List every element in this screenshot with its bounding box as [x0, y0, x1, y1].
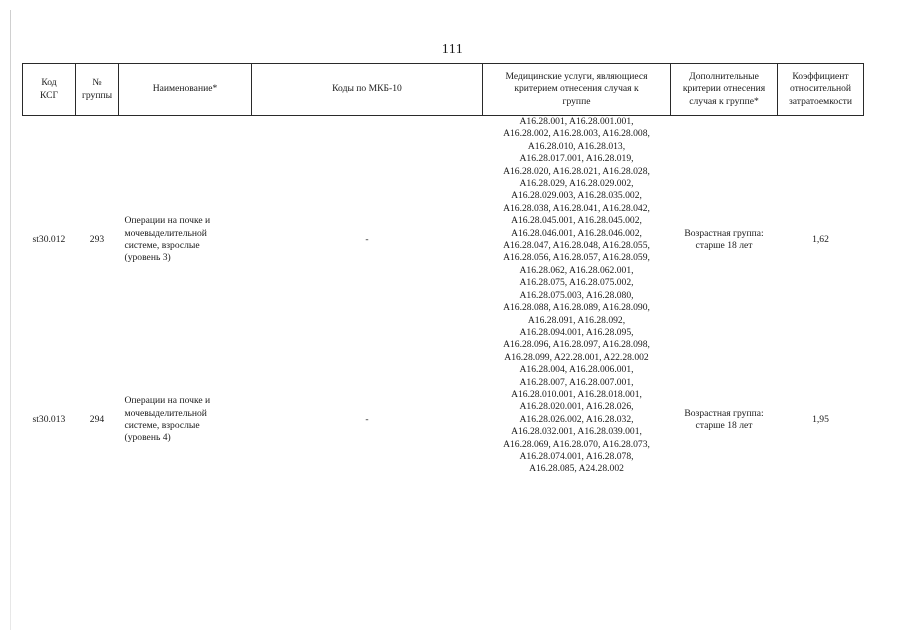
row-additional-criteria: [671, 116, 778, 365]
row-code: st30.012: [32, 233, 66, 245]
service-code-line: A16.28.091, A16.28.092,: [527, 314, 626, 326]
service-code-line: A16.28.004, A16.28.006.001,: [519, 364, 634, 376]
service-code-line: A16.28.020, A16.28.021, A16.28.028,: [503, 165, 650, 177]
header-services: [483, 64, 671, 116]
row-name-line: (уровень 4): [124, 432, 171, 444]
service-code-line: A16.28.017.001, A16.28.019,: [519, 153, 634, 165]
service-code-line: A16.28.094.001, A16.28.095,: [519, 326, 634, 338]
service-code-line: A16.28.032.001, A16.28.039.001,: [511, 426, 642, 438]
header-code: [23, 64, 76, 116]
row-code: st30.013: [32, 413, 66, 425]
header-group-no: [76, 64, 119, 116]
row-name-line: Операции на почке и: [124, 395, 211, 407]
row-additional-line: Возрастная группа:: [684, 407, 764, 419]
service-code-line: A16.28.001, A16.28.001.001,: [519, 116, 634, 127]
header-name: Наименование*: [119, 64, 252, 116]
row-coefficient: 1,95: [812, 413, 829, 425]
header-group-no-line: группы: [81, 89, 113, 101]
service-code-line: A16.28.088, A16.28.089, A16.28.090,: [503, 302, 650, 314]
service-code-line: A16.28.069, A16.28.070, A16.28.073,: [503, 438, 650, 450]
service-code-line: A16.28.075, A16.28.075.002,: [519, 277, 634, 289]
header-services-line: Медицинские услуги, являющиеся: [505, 70, 648, 82]
header-code-line: Код: [41, 77, 57, 89]
table-row: [23, 116, 864, 365]
row-name-line: Операции на почке и: [124, 215, 211, 227]
row-additional-line: старше 18 лет: [695, 419, 753, 431]
service-code-line: A16.28.099, A22.28.001, A22.28.002: [504, 351, 649, 363]
page-number: 111: [441, 42, 464, 57]
service-code-line: A16.28.056, A16.28.057, A16.28.059,: [503, 252, 650, 264]
service-code-line: A16.28.045.001, A16.28.045.002,: [511, 215, 642, 227]
ksg-table: [22, 63, 864, 476]
service-code-line: A16.28.074.001, A16.28.078,: [519, 450, 634, 462]
row-icd: -: [365, 413, 369, 425]
service-code-line: A16.28.075.003, A16.28.080,: [519, 289, 634, 301]
row-group-no: 293: [89, 233, 105, 245]
service-code-line: A16.28.029.003, A16.28.035.002,: [511, 190, 642, 202]
service-code-line: A16.28.020.001, A16.28.026,: [519, 401, 634, 413]
header-coefficient-line: относительной: [789, 83, 852, 95]
table-body: [23, 116, 864, 476]
service-code-line: A16.28.010, A16.28.013,: [527, 140, 626, 152]
service-code-line: A16.28.010.001, A16.28.018.001,: [511, 388, 642, 400]
header-services-line: критерием отнесения случая к: [514, 83, 639, 95]
header-additional-line: критерии отнесения: [682, 83, 766, 95]
row-services: [483, 116, 671, 365]
header-coefficient-line: затратоемкости: [788, 95, 853, 107]
row-name-line: мочевыделительной: [124, 227, 207, 239]
service-code-line: A16.28.047, A16.28.048, A16.28.055,: [503, 240, 650, 252]
row-name-line: системе, взрослые: [124, 419, 200, 431]
row-coefficient: 1,62: [812, 233, 829, 245]
service-code-line: A16.28.038, A16.28.041, A16.28.042,: [503, 202, 650, 214]
row-name: [119, 116, 252, 365]
row-additional-criteria: [671, 364, 778, 476]
header-additional-criteria: [671, 64, 778, 116]
service-code-line: A16.28.029, A16.28.029.002,: [519, 178, 634, 190]
table-header-row: [23, 64, 864, 116]
row-group-no: 294: [89, 413, 105, 425]
table-row: [23, 364, 864, 476]
row-name-line: мочевыделительной: [124, 407, 207, 419]
scan-edge-line: [10, 10, 11, 630]
row-additional-line: Возрастная группа:: [684, 227, 764, 239]
header-additional-line: случая к группе*: [689, 95, 759, 107]
row-services: [483, 364, 671, 476]
header-icd-codes: Коды по МКБ-10: [252, 64, 483, 116]
service-code-line: A16.28.007, A16.28.007.001,: [519, 376, 634, 388]
service-code-line: A16.28.096, A16.28.097, A16.28.098,: [503, 339, 650, 351]
row-additional-line: старше 18 лет: [695, 240, 753, 252]
service-code-line: A16.28.085, A24.28.002: [529, 463, 624, 475]
service-code-line: A16.28.062, A16.28.062.001,: [519, 264, 634, 276]
header-additional-line: Дополнительные: [689, 70, 759, 82]
header-code-line: КСГ: [39, 89, 59, 101]
row-name-line: системе, взрослые: [124, 240, 200, 252]
row-name: [119, 364, 252, 476]
service-code-line: A16.28.002, A16.28.003, A16.28.008,: [503, 128, 650, 140]
row-icd: -: [365, 233, 369, 245]
header-services-line: группе: [562, 95, 591, 107]
service-code-line: A16.28.026.002, A16.28.032,: [519, 413, 634, 425]
header-coefficient: [778, 64, 864, 116]
header-group-no-line: №: [92, 77, 102, 89]
row-name-line: (уровень 3): [124, 252, 171, 264]
header-coefficient-line: Коэффициент: [792, 70, 849, 82]
service-code-line: A16.28.046.001, A16.28.046.002,: [511, 227, 642, 239]
